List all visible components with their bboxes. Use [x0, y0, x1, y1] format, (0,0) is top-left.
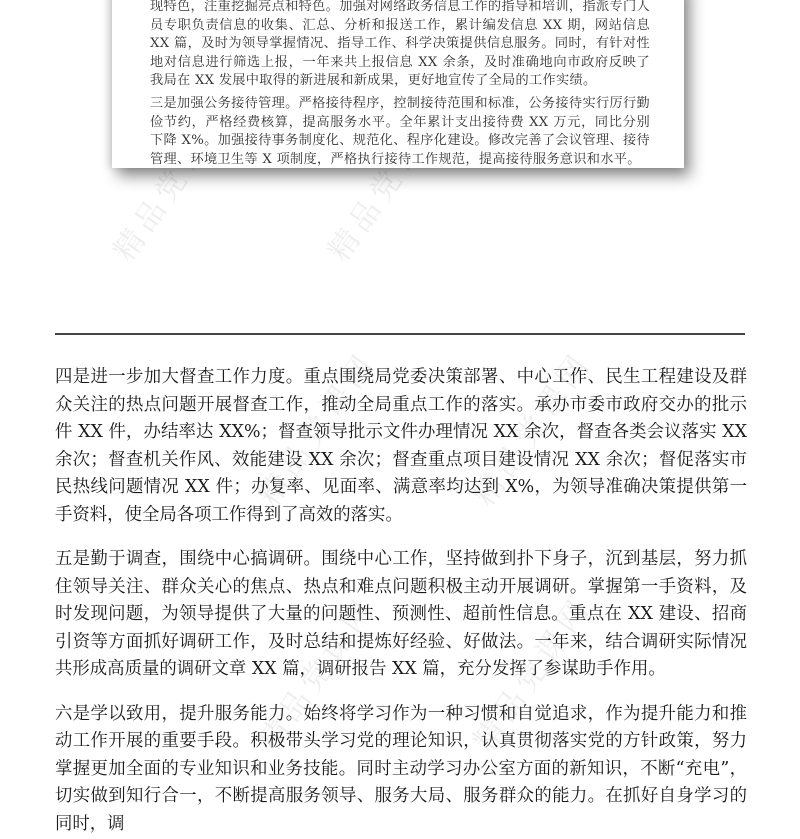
watermark: 精品党课网 [106, 100, 239, 268]
document-paragraph: 六是学以致用，提升服务能力。始终将学习作为一种习惯和自觉追求，作为提升能力和推动工作开展的重要手段。积极带头学习党的理论知识，认真贯彻落实党的方针政策，努力掌握更加全面的专业知识和业务技能。同时主动学习办公室方面的新知识，不断“充电”，切实做到知行合一，不断提高服务领导、服务大局、服务群众的能力。在抓好自身学习的同时，调 [55, 703, 747, 834]
watermark: 精品党课网 [466, 590, 599, 758]
document-paragraph: 五是勤于调查，围绕中心搞调研。围绕中心工作，坚持做到扑下身子，沉到基层，努力抓住领导关注、群众关心的焦点、热点和难点问题积极主动开展调研。掌握第一手资料，及时发现问题，为领导提供了大量的问题性、预测性、超前性信息。重点在 XX 建设、招商引资等方面抓好调研工作，及时总结和提炼好经验、好做法。一年来，结合调研实际情况共形成高质量的调研文章 XX 篇，调研报告 XX 篇，充分发挥了参谋助手作用。 [55, 549, 747, 680]
page-preview-card [112, 0, 684, 168]
watermark: 精品党课网 [321, 100, 454, 268]
watermark: 精品党课网 [251, 590, 384, 758]
preview-paragraph: 现特色，注重挖掘亮点和特色。加强对网络政务信息工作的指导和培训，指派专门人员专职负责信息的收集、汇总、分析和报送工作，累计编发信息 XX 期，网站信息 XX 篇，及时为领导掌握情况、指导工作、科学决策提供信息服务。同时，有针对性地对信息进行筛选上报，一年来共上报信息 XX 余条，及时准确地向市政府反映了我局在 XX 发展中取得的新进展和新成果，更好地宣传了全局的工作实绩。 [150, 0, 650, 88]
watermark: 精品党课网 [466, 345, 599, 513]
watermark: 精品党课网 [251, 345, 384, 513]
page-divider [55, 333, 745, 335]
document-body [55, 364, 747, 839]
preview-paragraph: 三是加强公务接待管理。严格接待程序，控制接待范围和标准，公务接待实行厉行勤俭节约，严格经费核算，提高服务水平。全年累计支出接待费 XX 万元，同比分别下降 X%。加强接待事务制度化、规范化、程序化建设。修改完善了会议管理、接待管理、环境卫生等 X 项制度，严格执行接待工作规范，提高接待服务意识和水平。 [150, 96, 650, 167]
document-paragraph: 四是进一步加大督查工作力度。重点围绕局党委决策部署、中心工作、民生工程建设及群众关注的热点问题开展督查工作，推动全局重点工作的落实。承办市委市政府交办的批示件 XX 件，办结率达 XX%；督查领导批示文件办理情况 XX 余次，督查各类会议落实 XX 余次；督查机关作风、效能建设 XX 余次；督查重点项目建设情况 XX 余次；督促落实市民热线问题情况 XX 件；办复率、见面率、满意率均达到 X%，为领导准确决策提供第一手资料，使全局各项工作得到了高效的落实。 [55, 367, 747, 525]
preview-card-text [150, 0, 650, 169]
